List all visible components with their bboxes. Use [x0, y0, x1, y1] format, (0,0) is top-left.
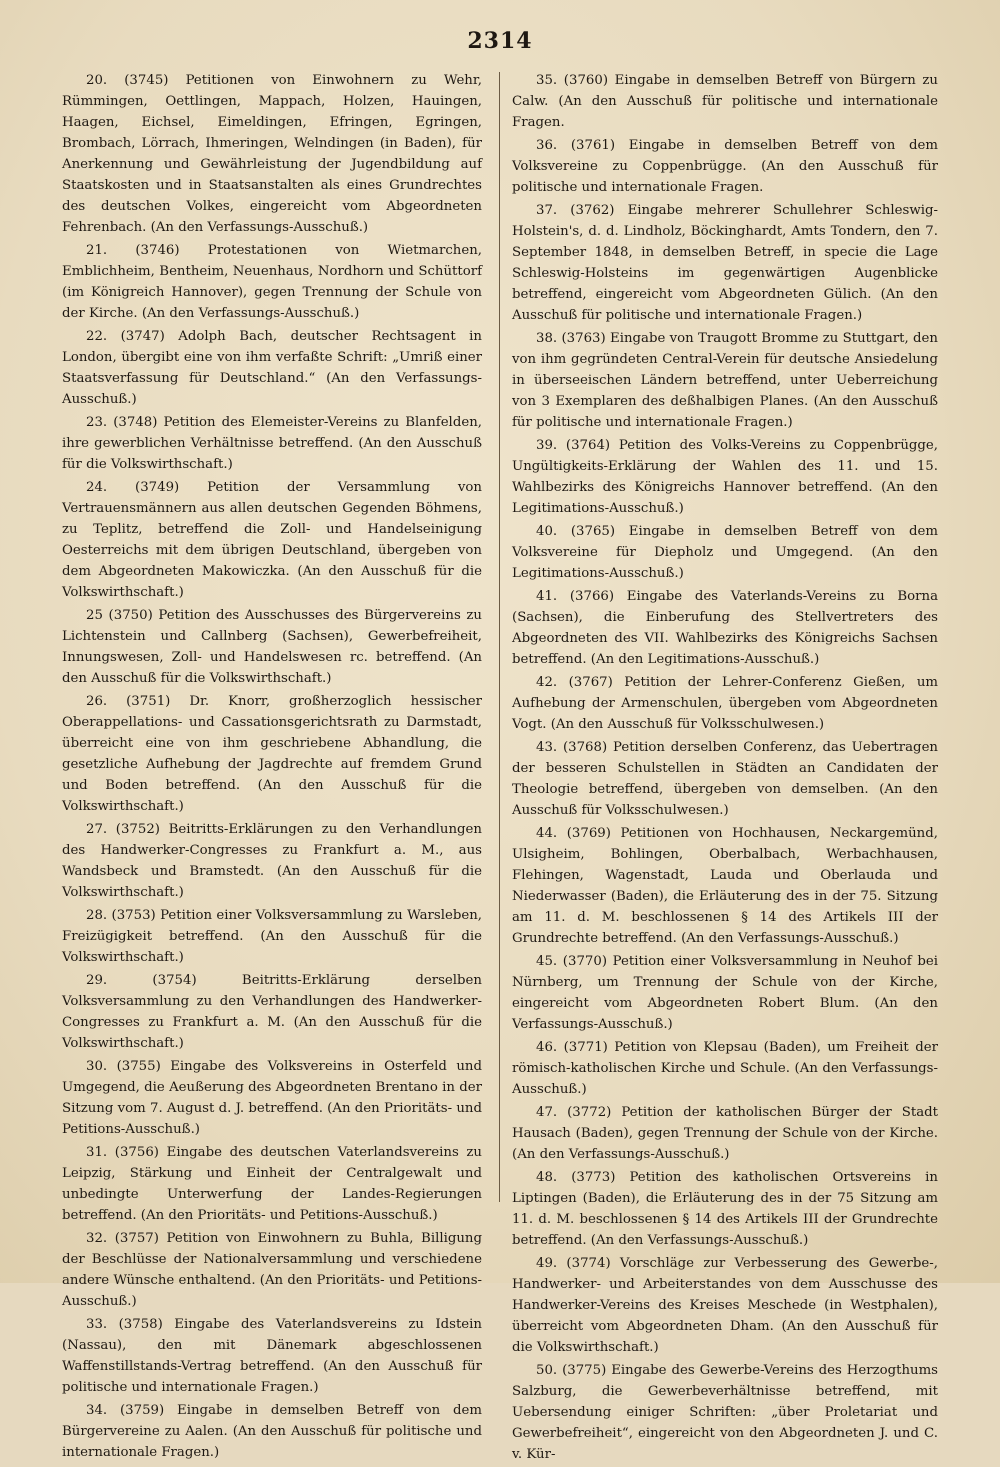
petition-entry: 50. (3775) Eingabe des Gewerbe-Vereins des Herzogthums Salzburg, die Gewerbeverhältnisse betreffend, mit Uebersendung einiger Schriften: „über Proletariat und Gewerbefreiheit“, eingereicht von den Abgeordneten J. und C. v. Kür-	[512, 1363, 938, 1462]
petition-entry: 28. (3753) Petition einer Volksversammlung zu Warsleben, Freizügigkeit betreffend. (An den Ausschuß für die Volkswirthschaft.)	[62, 908, 482, 965]
petition-entry: 33. (3758) Eingabe des Vaterlandsvereins zu Idstein (Nassau), den mit Dänemark abgeschlossenen Waffenstillstands-Vertrag betreffend. (An den Ausschuß für politische und internationale Fragen.)	[62, 1317, 482, 1395]
petition-entry: 38. (3763) Eingabe von Traugott Bromme zu Stuttgart, den von ihm gegründeten Central-Verein für deutsche Ansiedelung in überseeischen Ländern betreffend, unter Ueberreichung von 3 Exemplaren des deßhalbigen Planes. (An den Ausschuß für politische und internationale Fragen.)	[512, 331, 938, 430]
left-column	[62, 70, 482, 1465]
petition-entry: 46. (3771) Petition von Klepsau (Baden), um Freiheit der römisch-katholischen Kirche und Schule. (An den Verfassungs-Ausschuß.)	[512, 1040, 938, 1097]
petition-entry: 36. (3761) Eingabe in demselben Betreff von dem Volksvereine zu Coppenbrügge. (An den Ausschuß für politische und internationale Fragen.	[512, 138, 938, 195]
petition-entry: 47. (3772) Petition der katholischen Bürger der Stadt Hausach (Baden), gegen Trennung der Schule von der Kirche. (An den Verfassungs-Ausschuß.)	[512, 1105, 938, 1162]
petition-entry: 41. (3766) Eingabe des Vaterlands-Vereins zu Borna (Sachsen), die Einberufung des Stellvertreters des Abgeordneten des VII. Wahlbezirks des Königreichs Sachsen betreffend. (An den Legitimations-Ausschuß.)	[512, 589, 938, 667]
column-divider	[499, 72, 500, 1202]
petition-entry: 44. (3769) Petitionen von Hochhausen, Neckargemünd, Ulsigheim, Bohlingen, Oberbalbach, Werbachhausen, Flehingen, Wagenstadt, Lauda und Oberlauda und Niederwasser (Baden), die Erläuterung des in der 75. Sitzung am 11. d. M. beschlossenen § 14 des Artikels III der Grundrechte betreffend. (An den Verfassungs-Ausschuß.)	[512, 826, 938, 946]
petition-entry: 31. (3756) Eingabe des deutschen Vaterlandsvereins zu Leipzig, Stärkung und Einheit der Centralgewalt und unbedingte Unterwerfung der Landes-Regierungen betreffend. (An den Prioritäts- und Petitions-Ausschuß.)	[62, 1145, 482, 1223]
petition-entry: 21. (3746) Protestationen von Wietmarchen, Emblichheim, Bentheim, Neuenhaus, Nordhorn und Schüttorf (im Königreich Hannover), gegen Trennung der Schule von der Kirche. (An den Verfassungs-Ausschuß.)	[62, 243, 482, 321]
petition-entry: 22. (3747) Adolph Bach, deutscher Rechtsagent in London, übergibt eine von ihm verfaßte Schrift: „Umriß einer Staatsverfassung für Deutschland.“ (An den Verfassungs-Ausschuß.)	[62, 329, 482, 407]
petition-entry: 30. (3755) Eingabe des Volksvereins in Osterfeld und Umgegend, die Aeußerung des Abgeordneten Brentano in der Sitzung vom 7. August d. J. betreffend. (An den Prioritäts- und Petitions-Ausschuß.)	[62, 1059, 482, 1137]
petition-entry: 40. (3765) Eingabe in demselben Betreff von dem Volksvereine für Diepholz und Umgegend. (An den Legitimations-Ausschuß.)	[512, 524, 938, 581]
petition-entry: 48. (3773) Petition des katholischen Ortsvereins in Liptingen (Baden), die Erläuterung des in der 75 Sitzung am 11. d. M. beschlossenen § 14 des Artikels III der Grundrechte betreffend. (An den Verfassungs-Ausschuß.)	[512, 1170, 938, 1248]
petition-entry: 24. (3749) Petition der Versammlung von Vertrauensmännern aus allen deutschen Gegenden Böhmens, zu Teplitz, betreffend die Zoll- und Handelseinigung Oesterreichs mit dem übrigen Deutschland, übergeben von dem Abgeordneten Makowiczka. (An den Ausschuß für die Volkswirthschaft.)	[62, 480, 482, 600]
page-number: 2314	[467, 28, 533, 54]
petition-entry: 23. (3748) Petition des Elemeister-Vereins zu Blanfelden, ihre gewerblichen Verhältnisse betreffend. (An den Ausschuß für die Volkswirthschaft.)	[62, 415, 482, 472]
petition-entry: 27. (3752) Beitritts-Erklärungen zu den Verhandlungen des Handwerker-Congresses zu Frankfurt a. M., aus Wandsbeck und Bramstedt. (An den Ausschuß für die Volkswirthschaft.)	[62, 822, 482, 900]
petition-entry: 34. (3759) Eingabe in demselben Betreff von dem Bürgervereine zu Aalen. (An den Ausschuß für politische und internationale Fragen.)	[62, 1403, 482, 1460]
right-column	[512, 70, 938, 1467]
petition-entry: 25 (3750) Petition des Ausschusses des Bürgervereins zu Lichtenstein und Callnberg (Sachsen), Gewerbefreiheit, Innungswesen, Zoll- und Handelswesen rc. betreffend. (An den Ausschuß für die Volkswirthschaft.)	[62, 608, 482, 686]
petition-entry: 35. (3760) Eingabe in demselben Betreff von Bürgern zu Calw. (An den Ausschuß für politische und internationale Fragen.	[512, 73, 938, 130]
petition-entry: 26. (3751) Dr. Knorr, großherzoglich hessischer Oberappellations- und Cassationsgerichtsrath zu Darmstadt, überreicht eine von ihm geschriebene Abhandlung, die gesetzliche Aufhebung der Jagdrechte auf fremdem Grund und Boden betreffend. (An den Ausschuß für die Volkswirthschaft.)	[62, 694, 482, 814]
petition-entry: 45. (3770) Petition einer Volksversammlung in Neuhof bei Nürnberg, um Trennung der Schule von der Kirche, eingereicht vom Abgeordneten Robert Blum. (An den Verfassungs-Ausschuß.)	[512, 954, 938, 1032]
petition-entry: 43. (3768) Petition derselben Conferenz, das Uebertragen der besseren Schulstellen in Städten an Candidaten der Theologie betreffend, übergeben von demselben. (An den Ausschuß für Volksschulwesen.)	[512, 740, 938, 818]
petition-entry: 20. (3745) Petitionen von Einwohnern zu Wehr, Rümmingen, Oettlingen, Mappach, Holzen, Hauingen, Haagen, Eichsel, Eimeldingen, Efringen, Egringen, Brombach, Lörrach, Ihmeringen, Welndingen (in Baden), für Anerkennung und Gewährleistung der Jugendbildung auf Staatskosten und in Staatsanstalten als eines Grundrechtes des deutschen Volkes, eingereicht vom Abgeordneten Fehrenbach. (An den Verfassungs-Ausschuß.)	[62, 73, 482, 235]
petition-entry: 42. (3767) Petition der Lehrer-Conferenz Gießen, um Aufhebung der Armenschulen, übergeben vom Abgeordneten Vogt. (An den Ausschuß für Volksschulwesen.)	[512, 675, 938, 732]
petition-entry: 29. (3754) Beitritts-Erklärung derselben Volksversammlung zu den Verhandlungen des Handwerker-Congresses zu Frankfurt a. M. (An den Ausschuß für die Volkswirthschaft.)	[62, 973, 482, 1051]
petition-entry: 49. (3774) Vorschläge zur Verbesserung des Gewerbe-, Handwerker- und Arbeiterstandes von dem Ausschusse des Handwerker-Vereins des Kreises Meschede (in Westphalen), überreicht vom Abgeordneten Dham. (An den Ausschuß für die Volkswirthschaft.)	[512, 1256, 938, 1355]
petition-entry: 37. (3762) Eingabe mehrerer Schullehrer Schleswig-Holstein's, d. d. Lindholz, Böckinghardt, Amts Tondern, den 7. September 1848, in demselben Betreff, in specie die Lage Schleswig-Holsteins im gegenwärtigen Augenblicke betreffend, eingereicht vom Abgeordneten Gülich. (An den Ausschuß für politische und internationale Fragen.)	[512, 203, 938, 323]
petition-entry: 32. (3757) Petition von Einwohnern zu Buhla, Billigung der Beschlüsse der Nationalversammlung und verschiedene andere Wünsche enthaltend. (An den Prioritäts- und Petitions-Ausschuß.)	[62, 1231, 483, 1309]
petition-entry: 39. (3764) Petition des Volks-Vereins zu Coppenbrügge, Ungültigkeits-Erklärung der Wahlen des 11. und 15. Wahlbezirks des Königreichs Hannover betreffend. (An den Legitimations-Ausschuß.)	[512, 438, 938, 516]
